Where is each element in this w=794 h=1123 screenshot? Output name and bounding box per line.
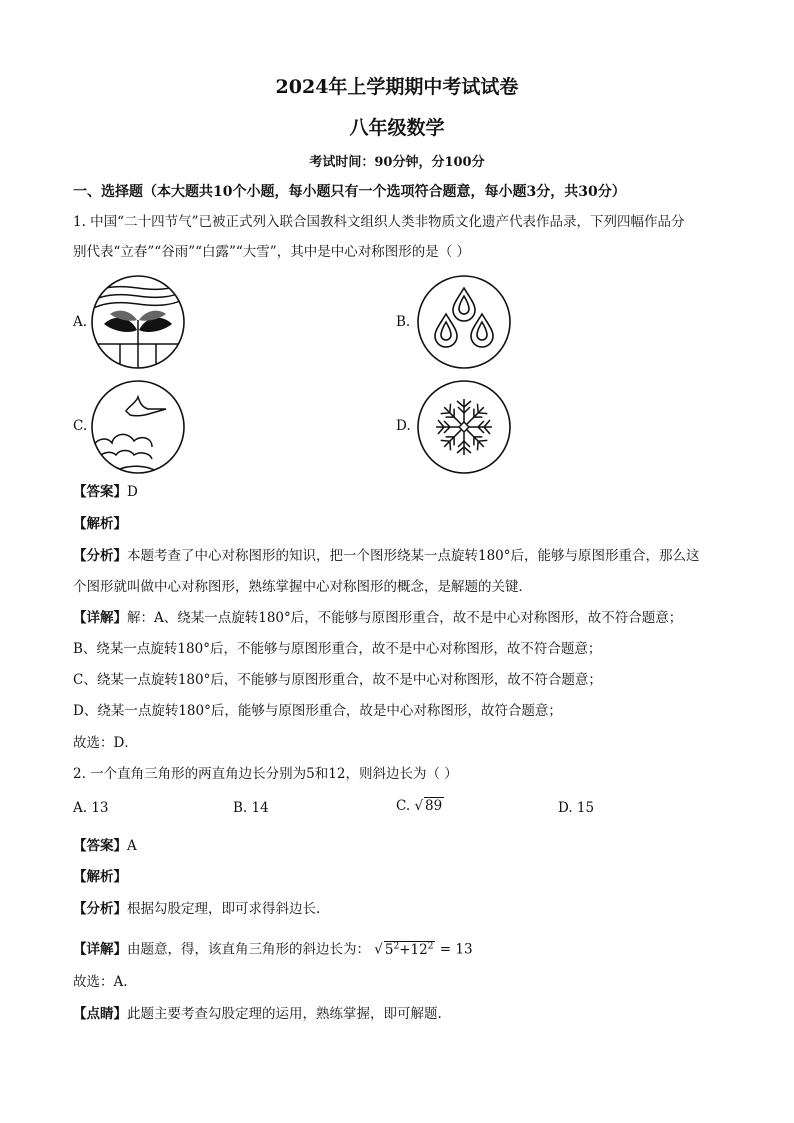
- q1-fenxi-line2: 个图形就叫做中心对称图形，熟练掌握中心对称图形的概念，是解题的关键．: [73, 579, 532, 595]
- solar-term-daxue-figure: [416, 379, 512, 475]
- answer-value: A: [127, 838, 137, 854]
- detail-text: 由题意，得，该直角三角形的斜边长为：: [127, 941, 370, 958]
- fenxi-text: 根据勾股定理，即可求得斜边长.: [127, 901, 321, 917]
- q1-option-c-label: C.: [73, 418, 88, 434]
- exam-info: 考试时间：90分钟，分100分: [309, 155, 485, 170]
- q2-stem: 2. 一个直角三角形的两直角边长分别为5和12，则斜边长为（ ）: [73, 766, 458, 782]
- formula-result: = 13: [439, 941, 473, 958]
- q1-option-b-label: B.: [396, 314, 411, 330]
- solar-term-lichun-figure: [90, 274, 186, 370]
- q1-option-d-label: D.: [396, 418, 411, 434]
- fenxi-text: 本题考查了中心对称图形的知识，把一个图形绕某一点旋转180°后，能够与原图形重合，那么这: [127, 548, 700, 564]
- radical-sign: √: [414, 798, 424, 814]
- dianjing-tag: 【点睛】: [73, 1006, 127, 1022]
- answer-value: D: [127, 484, 138, 500]
- exam-title: 2024年上学期期中考试试卷: [275, 76, 519, 98]
- q1-detail-line1: [73, 608, 682, 628]
- q2-option-d: D. 15: [558, 800, 595, 816]
- solar-term-bailu-figure: [90, 379, 186, 475]
- q2-answer: [73, 836, 137, 856]
- q1-fenxi-line1: [73, 546, 700, 566]
- q2-dianjing: [73, 1004, 442, 1024]
- radical-sign: √: [374, 941, 383, 958]
- fenxi-tag: 【分析】: [73, 548, 127, 564]
- q2-detail: [73, 936, 473, 960]
- sqrt-expression: [414, 798, 444, 814]
- q2-option-c: [396, 798, 444, 814]
- q1-analysis-tag: 【解析】: [73, 516, 127, 532]
- q1-detail-line3: C、绕某一点旋转180°后，不能够与原图形重合，故不是中心对称图形，故不符合题意；: [73, 672, 602, 688]
- q1-detail-line4: D、绕某一点旋转180°后，能够与原图形重合，故是中心对称图形，故符合题意；: [73, 703, 562, 719]
- q2-option-b: B. 14: [233, 800, 269, 816]
- fenxi-tag: 【分析】: [73, 901, 127, 917]
- detail-tag: 【详解】: [73, 941, 127, 958]
- detail-tag: 【详解】: [73, 610, 127, 626]
- q1-option-a-label: A.: [73, 314, 88, 330]
- q2-option-a: A. 13: [73, 800, 109, 816]
- q1-stem-line1: 1. 中国“二十四节气”已被正式列入联合国教科文组织人类非物质文化遗产代表作品录，下列四幅作品分: [73, 214, 685, 230]
- q1-answer: [73, 482, 138, 502]
- q2-conclusion: 故选：A.: [73, 974, 128, 990]
- q2-option-c-label: C.: [396, 798, 411, 814]
- answer-tag: 【答案】: [73, 838, 127, 854]
- q1-conclusion: 故选：D．: [73, 735, 138, 751]
- subject-title: 八年级数学: [349, 117, 445, 139]
- q1-detail-line2: B、绕某一点旋转180°后，不能够与原图形重合，故不是中心对称图形，故不符合题意；: [73, 641, 602, 657]
- answer-tag: 【答案】: [73, 484, 127, 500]
- q2-fenxi: [73, 899, 320, 919]
- q1-stem-line2: 别代表“立春”“谷雨”“白露”“大雪”，其中是中心对称图形的是（ ）: [73, 244, 471, 260]
- q2-analysis-tag: 【解析】: [73, 869, 127, 885]
- solar-term-guyu-figure: [416, 274, 512, 370]
- section-heading: 一、选择题（本大题共10个小题，每小题只有一个选项符合题意，每小题3分，共30分）: [73, 184, 626, 200]
- detail-text: 解：A、绕某一点旋转180°后，不能够与原图形重合，故不是中心对称图形，故不符合题意；: [127, 610, 683, 626]
- pythagorean-formula: √ $5^2+12^2$: [374, 941, 434, 958]
- dianjing-text: 此题主要考查勾股定理的运用，熟练掌握，即可解题.: [127, 1006, 442, 1022]
- radicand: 89: [425, 798, 443, 814]
